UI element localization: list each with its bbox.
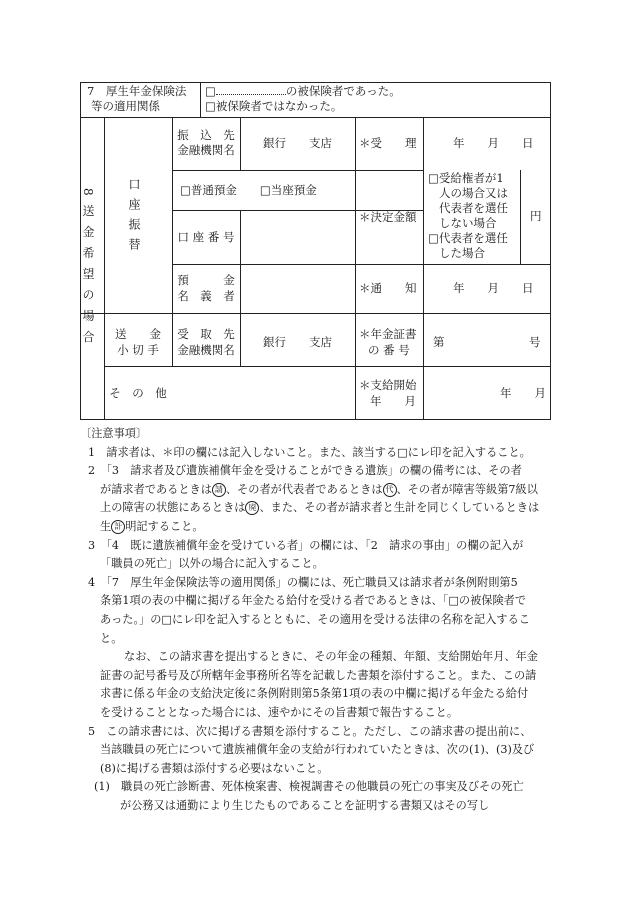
note-5-line3: (8)に掲げる書類は添付する必要はないこと。 — [100, 761, 329, 775]
other-label: そ の 他 — [109, 386, 167, 400]
note-2-line1: 2 「3 請求者及び遺族補償年金を受けることができる遺族」の欄の備考には、その者 — [88, 464, 522, 478]
circled-mark: 代 — [383, 483, 397, 497]
option-rep-2: した場合 — [439, 246, 485, 260]
bank-label-2: 金融機関名 — [177, 143, 235, 157]
notes-heading: 〔注意事項〕 — [80, 427, 148, 440]
circled-mark: 請 — [212, 483, 226, 497]
option-single-3: 代表者を選任 — [439, 201, 508, 215]
row7-label-1: 7 厚生年金保険法 — [87, 84, 187, 98]
yen-unit: 円 — [530, 209, 542, 223]
note-3-line2: 「職員の死亡」以外の場合に記入すること。 — [100, 557, 324, 571]
cert-suffix: 号 — [529, 335, 541, 349]
note-4-line2: 条第1項の表の中欄に掲げる年金たる給付を受ける者であるときは、「□の被保険者で — [100, 594, 527, 608]
deposit-type[interactable]: □普通預金 □当座預金 — [180, 183, 317, 197]
bank-label-1: 振 込 先 — [177, 128, 235, 142]
decided-label: ＊決定金額 — [359, 210, 417, 224]
cert-label-1: ＊年金証書 — [359, 327, 417, 341]
cert-prefix: 第 — [433, 335, 445, 349]
col-divider — [200, 82, 201, 117]
note-text: 明記すること。 — [125, 519, 204, 533]
account-no-label: 口 座 番 号 — [177, 230, 235, 244]
col-divider — [355, 117, 356, 420]
recv-value[interactable]: 銀行 支店 — [263, 335, 332, 349]
col-divider — [520, 170, 521, 264]
note-3-line1: 3 「4 既に遺族補償年金を受けている者」の欄には、「2 請求の事由」の欄の記入が — [88, 538, 524, 552]
note-4-line4: と。 — [100, 631, 123, 645]
note-5-line2: 当該職員の死亡について遺族補償年金の支給が行われていたときは、次の(1)、(3)及び — [100, 743, 535, 757]
cert-label-2: の 番 号 — [368, 343, 410, 357]
holder-label-1: 預 金 — [177, 273, 235, 287]
option-rep-1: □代表者を選任 — [428, 231, 508, 245]
row-divider — [104, 366, 551, 367]
checkbox[interactable]: □ — [205, 84, 216, 98]
notes-section — [80, 425, 558, 815]
section8-label: 8送金希望の場合 — [81, 188, 95, 352]
row7-option1[interactable] — [205, 84, 401, 99]
option-single-4: しない場合 — [439, 216, 497, 230]
note-4-line3: あった。」の□にレ印を記入するとともに、その適用を受ける法律の名称を記入するこ — [100, 612, 530, 626]
note-5-1-line1: (1) 職員の死亡診断書、死体検案書、検視調書その他職員の死亡の事実及びその死亡 — [94, 780, 524, 794]
row-divider — [80, 313, 551, 314]
start-label-1: ＊支給開始 — [359, 378, 417, 392]
note-text: 生 — [100, 519, 112, 533]
note-text: 、その者が障害等級第7級以 — [396, 482, 538, 496]
row7-label-2: 等の適用関係 — [91, 99, 160, 113]
recv-label-1: 受 取 先 — [177, 327, 235, 341]
option-single-2: 人の場合又は — [439, 186, 508, 200]
note-5-line1: 5 この請求書には、次に掲げる書類を添付すること。ただし、この請求書の提出前に、 — [88, 724, 532, 738]
circled-mark: 計 — [111, 520, 125, 534]
start-label-2: 年 月 — [370, 394, 416, 408]
col-divider — [423, 117, 424, 420]
bank-value[interactable]: 銀行 支店 — [263, 136, 332, 150]
col-divider — [104, 117, 105, 420]
note-1: 1 請求者は、＊印の欄には記入しないこと。また、該当する□にレ印を記入すること。 — [88, 445, 531, 459]
note-text: が請求者であるときは — [100, 482, 212, 496]
option-single-1: □受給権者が1 — [428, 171, 504, 185]
received-value: 年 月 日 — [453, 136, 534, 150]
circled-mark: 廃 — [245, 501, 259, 515]
note-4-line1: 4 「7 厚生年金保険法等の適用関係」の欄には、死亡職員又は請求者が条例附則第5 — [88, 575, 518, 589]
note-4-line5: なお、この請求書を提出するときに、その年金の種類、年額、支給開始年月、年金 — [124, 650, 538, 664]
law-name-blank[interactable] — [216, 85, 286, 95]
kogitte-label-2: 小 切 手 — [117, 343, 159, 357]
note-2-line4 — [88, 518, 558, 537]
notice-label: ＊通 知 — [359, 281, 417, 295]
row7-option2[interactable]: □被保険者ではなかった。 — [205, 99, 343, 113]
recv-label-2: 金融機関名 — [177, 343, 235, 357]
note-4-line7: 求書に係る年金の支給決定後に条例附則第5条第1項の表の中欄に掲げる年金たる給付 — [100, 687, 529, 701]
note-text: 、その者が代表者であるときは — [225, 482, 383, 496]
holder-label-2: 名 義 者 — [177, 289, 235, 303]
note-4-line8: を受けることとなった場合には、速やかにその旨書類で報告すること。 — [100, 705, 459, 719]
notice-value: 年 月 日 — [453, 281, 534, 295]
row7-option1-text: の被保険者であった。 — [285, 84, 401, 98]
kouza-label: 口座振替 — [127, 178, 141, 258]
row-divider — [172, 170, 423, 171]
kogitte-label-1: 送 金 — [115, 327, 161, 341]
note-text: 、また、その者が請求者と生計を同じくしているときは — [259, 501, 540, 515]
note-text: 上の障害の状態にあるときは — [100, 501, 246, 515]
row-divider — [80, 117, 551, 118]
note-4-line6: 証書の記号番号及び所轄年金事務所名等を記載した書類を添付すること。また、この請 — [100, 668, 537, 682]
row-divider — [172, 264, 551, 265]
note-5-1-line2: が公務又は通勤により生じたものであることを証明する書類又はその写し — [120, 798, 490, 812]
received-label: ＊受 理 — [359, 136, 417, 150]
start-value: 年 月 — [500, 386, 546, 400]
note-2-line3 — [88, 499, 558, 518]
note-2-line2 — [88, 481, 558, 500]
